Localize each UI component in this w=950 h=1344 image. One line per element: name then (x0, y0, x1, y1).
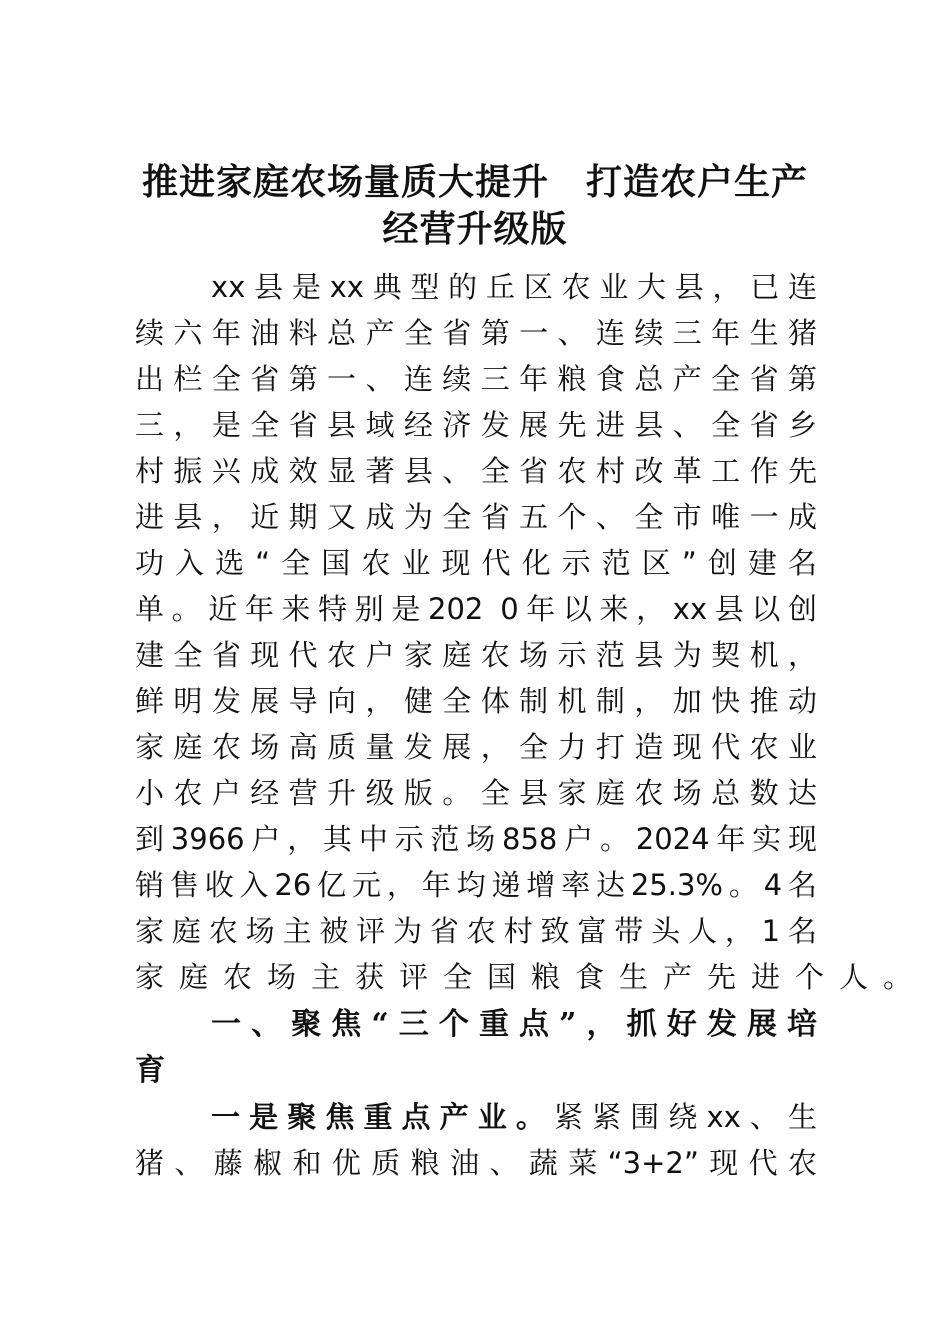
paragraph-line: 进县，近期又成为全省五个、全市唯一成 (135, 500, 817, 534)
paragraph-line: 单。近年来特别是202 0年以来，xx县以创 (135, 592, 817, 626)
paragraph-line: 出栏全省第一、连续三年粮食总产全省第 (135, 362, 817, 396)
paragraph-line: 三，是全省县域经济发展先进县、全省乡 (135, 408, 817, 442)
paragraph-line: 销售收入26亿元，年均递增率达25.3%。4名 (135, 868, 817, 902)
paragraph-line: 家庭农场主获评全国粮食生产先进个人。 (135, 960, 928, 994)
document-title-line-1: 推进家庭农场量质大提升 打造农户生产 (141, 161, 808, 203)
paragraph-line: xx县是xx典型的丘区农业大县，已连 (211, 270, 817, 304)
point-text: 紧紧围绕xx、生 (554, 1100, 817, 1134)
section-heading: 一、聚焦“三个重点”，抓好发展培 (211, 1007, 817, 1042)
paragraph-line: 村振兴成效显著县、全省农村改革工作先 (135, 454, 817, 488)
paragraph-line: 家庭农场主被评为省农村致富带头人，1名 (135, 914, 817, 948)
document-title-line-2: 经营升级版 (382, 208, 568, 250)
point-line: 猪、藤椒和优质粮油、蔬菜“3+2”现代农 (135, 1146, 817, 1180)
paragraph-line: 续六年油料总产全省第一、连续三年生猪 (135, 316, 817, 350)
paragraph-line: 家庭农场高质量发展，全力打造现代农业 (135, 730, 817, 764)
point-title: 一是聚焦重点产业。 (211, 1100, 554, 1134)
paragraph-line: 鲜明发展导向，健全体制机制，加快推动 (135, 684, 817, 718)
paragraph-line: 小农户经营升级版。全县家庭农场总数达 (135, 776, 817, 810)
paragraph-line: 到3966户，其中示范场858户。2024年实现 (135, 822, 817, 856)
paragraph-line: 功入选“全国农业现代化示范区”创建名 (135, 546, 817, 580)
section-heading-continued: 育 (135, 1053, 165, 1088)
paragraph-line: 建全省现代农户家庭农场示范县为契机， (135, 638, 817, 672)
point-line (211, 1094, 817, 1140)
